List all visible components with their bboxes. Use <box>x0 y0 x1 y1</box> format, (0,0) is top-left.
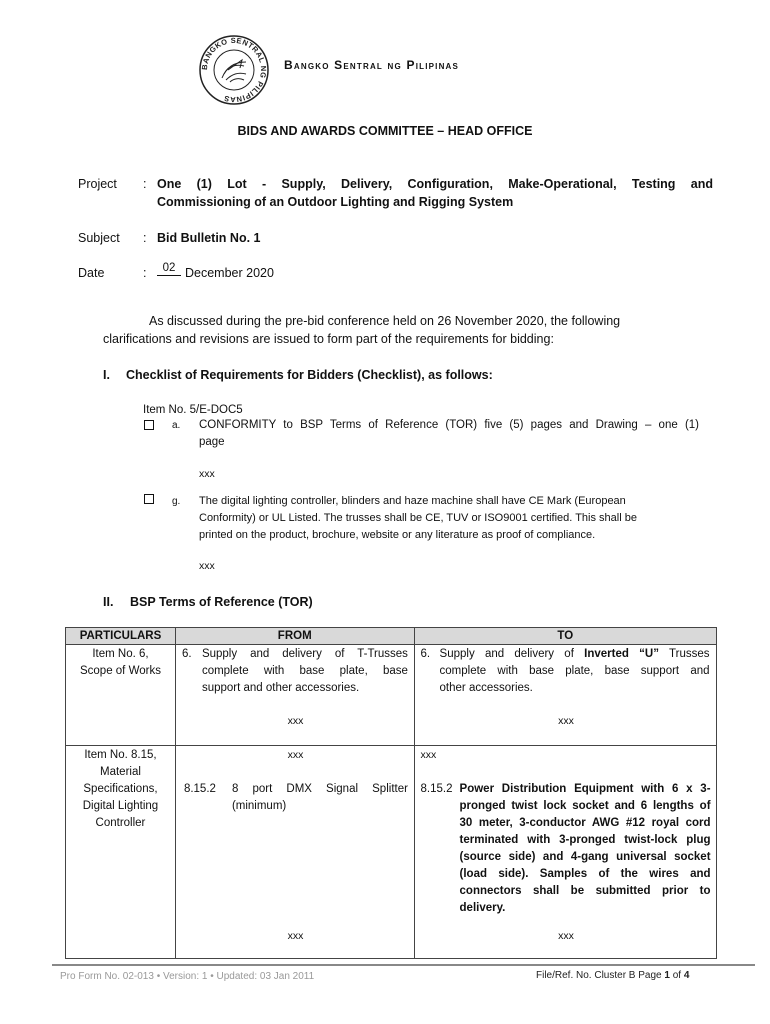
to-line: delivery. <box>459 902 506 914</box>
page-number: 1 <box>664 970 670 981</box>
page-total: 4 <box>683 970 690 981</box>
project-colon: : <box>143 177 147 191</box>
particulars-line: Specifications, <box>83 783 158 795</box>
to-line: complete with base plate, base support and <box>439 665 710 677</box>
item-g-line-2: Conformity) or UL Listed. The trusses shall be CE, TUV or ISO9001 certified. This shall be <box>199 512 637 524</box>
footer-divider <box>52 964 755 966</box>
row-1-to <box>414 645 716 746</box>
header-to: TO <box>414 628 716 645</box>
row-2-to <box>414 746 716 959</box>
committee-title: BIDS AND AWARDS COMMITTEE – HEAD OFFICE <box>237 124 533 138</box>
header-particulars: PARTICULARS <box>66 628 176 645</box>
item-g-letter: g. <box>172 496 181 507</box>
date-month-year: December 2020 <box>185 266 274 280</box>
from-line: Supply and delivery of T-Trusses <box>201 648 408 660</box>
xxx-marker: xxx <box>287 749 304 761</box>
section-1-title: Checklist of Requirements for Bidders (Checklist), as follows: <box>126 368 493 382</box>
project-line-1: One (1) Lot - Supply, Delivery, Configuration, Make-Operational, Testing and <box>157 177 713 191</box>
to-line: terminated with 3-pronged twist-lock plug <box>459 834 711 846</box>
xxx-marker-1: xxx <box>199 468 215 480</box>
item-a-letter: a. <box>172 420 181 431</box>
item-reference: Item No. 5/E-DOC5 <box>143 404 243 416</box>
to-item-number: 8.15.2 <box>420 783 453 795</box>
to-line: (load side). Samples of the wires and <box>459 868 711 880</box>
table-header-row <box>66 628 717 645</box>
to-line-1: Supply and delivery of Inverted “U” Trusses <box>439 648 710 660</box>
xxx-marker: xxx <box>287 715 304 727</box>
row-1-from <box>175 645 414 746</box>
footer-page-info: File/Ref. No. Cluster B Page 1 of 4 <box>536 970 690 981</box>
table-row <box>66 645 717 746</box>
footer-form-info: Pro Form No. 02-013 • Version: 1 • Updated: 03 Jan 2011 <box>60 971 315 982</box>
item-g-line-1: The digital lighting controller, blinders and haze machine shall have CE Mark (European <box>199 495 626 507</box>
intro-line-2: clarifications and revisions are issued to form part of the requirements for bidding: <box>103 332 554 346</box>
to-line: pronged twist lock socket and 6 lengths of <box>459 800 711 812</box>
to-line: 30 meter, 3-conductor AWG #12 royal cord <box>459 817 711 829</box>
section-2-title: BSP Terms of Reference (TOR) <box>130 595 313 609</box>
item-a-line-1: CONFORMITY to BSP Terms of Reference (TOR) five (5) pages and Drawing – one (1) <box>199 419 699 431</box>
date-colon: : <box>143 266 147 280</box>
particulars-line: Controller <box>95 817 146 829</box>
item-a-line-2: page <box>199 436 225 448</box>
section-2-number: II. <box>103 595 114 609</box>
xxx-marker-2: xxx <box>199 560 215 572</box>
particulars-line: Scope of Works <box>79 665 161 677</box>
particulars-line: Item No. 6, <box>92 648 149 660</box>
subject-colon: : <box>143 231 147 245</box>
table-row <box>66 746 717 959</box>
from-line: (minimum) <box>231 800 287 812</box>
to-line: Power Distribution Equipment with 6 x 3- <box>459 783 711 795</box>
bsp-seal-logo <box>198 34 270 106</box>
subject-label: Subject <box>78 231 120 245</box>
from-item-number: 6. <box>181 648 192 660</box>
header-from: FROM <box>175 628 414 645</box>
particulars-line: Item No. 8.15, <box>84 749 157 761</box>
row-1-particulars <box>66 645 176 746</box>
row-2-particulars <box>66 746 176 959</box>
item-g-line-3: printed on the product, brochure, website or any literature as proof of compliance. <box>199 529 596 541</box>
particulars-line: Material <box>100 766 141 778</box>
project-label: Project <box>78 177 117 191</box>
svg-text:BANGKO SENTRAL NG PILIPINAS: BANGKO SENTRAL NG PILIPINAS <box>199 35 269 105</box>
to-line: other accessories. <box>439 682 533 694</box>
to-item-number: 6. <box>420 648 431 660</box>
tor-table <box>65 627 717 959</box>
row-2-from <box>175 746 414 959</box>
from-item-number: 8.15.2 <box>183 783 216 795</box>
section-1-number: I. <box>103 368 110 382</box>
xxx-marker: xxx <box>420 749 437 761</box>
xxx-marker: xxx <box>558 715 574 727</box>
particulars-line: Digital Lighting <box>82 800 159 812</box>
to-line: connectors shall be submitted prior to <box>459 885 711 897</box>
xxx-marker: xxx <box>287 930 304 942</box>
from-line: complete with base plate, base <box>201 665 408 677</box>
date-day: 02 <box>157 262 181 276</box>
from-line: support and other accessories. <box>201 682 360 694</box>
from-line: 8 port DMX Signal Splitter <box>231 783 408 795</box>
checkbox-item-a[interactable] <box>144 420 154 430</box>
bank-name: Bangko Sentral ng Pilipinas <box>284 58 460 72</box>
checkbox-item-g[interactable] <box>144 494 154 504</box>
project-line-2: Commissioning of an Outdoor Lighting and Rigging System <box>157 195 514 209</box>
xxx-marker: xxx <box>558 930 574 942</box>
intro-line-1: As discussed during the pre-bid conference held on 26 November 2020, the following <box>149 314 621 328</box>
subject-value: Bid Bulletin No. 1 <box>157 231 261 245</box>
date-label: Date <box>78 266 105 280</box>
to-line: (source side) and 4-gang universal socket <box>459 851 711 863</box>
